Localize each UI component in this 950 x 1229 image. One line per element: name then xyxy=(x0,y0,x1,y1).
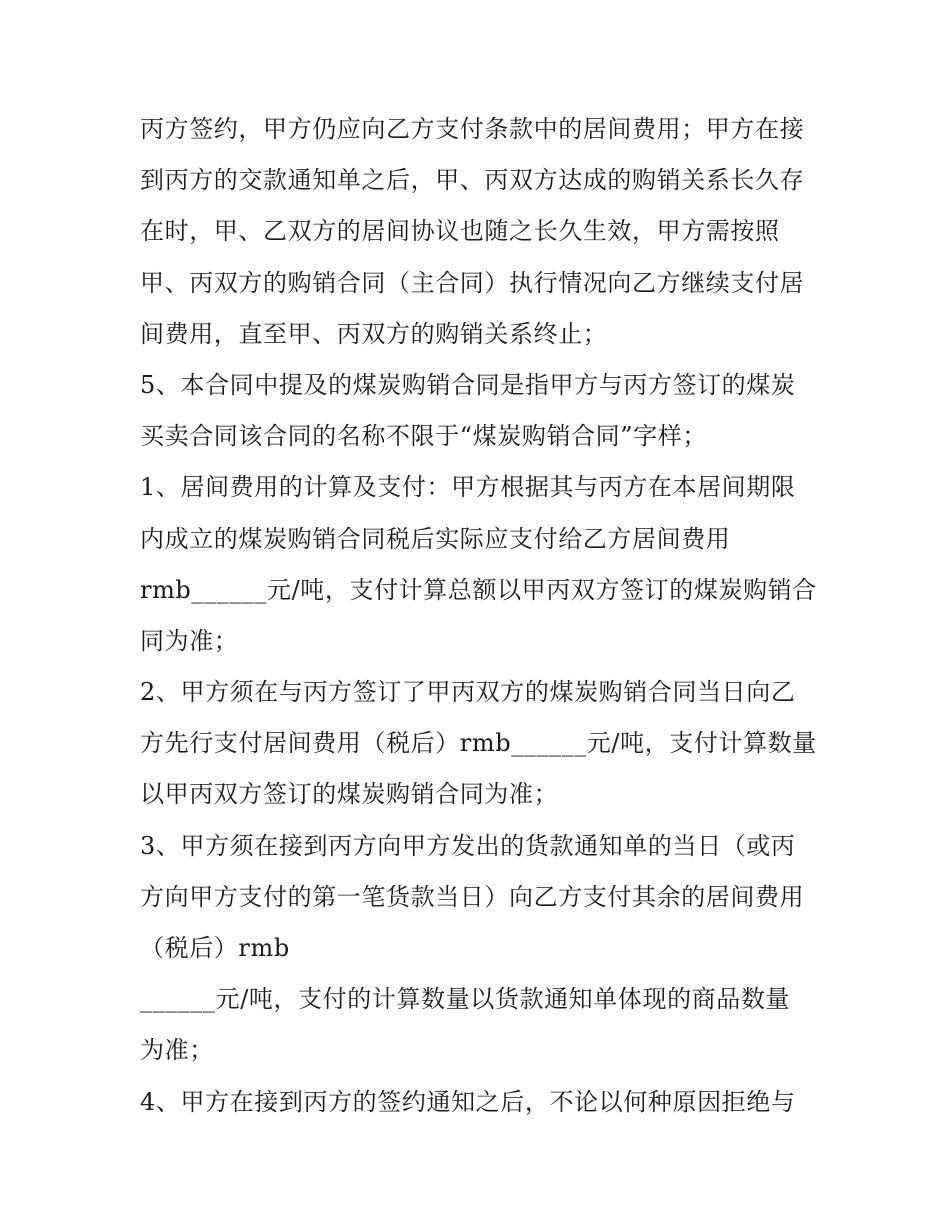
text-line: 买卖合同该合同的名称不限于“煤炭购销合同”字样； xyxy=(140,422,707,451)
text-line: 为准； xyxy=(140,1036,214,1065)
text-line: rmb______元/吨，支付计算总额以甲丙双方签订的煤炭购销合 xyxy=(140,575,817,604)
text-line: （税后）rmb xyxy=(140,934,290,962)
text-line: 间费用，直至甲、丙双方的购销关系终止； xyxy=(140,319,608,348)
text-line: 到丙方的交款通知单之后，甲、丙双方达成的购销关系长久存 xyxy=(140,166,805,195)
text-line: 2、甲方须在与丙方签订了甲丙双方的煤炭购销合同当日向乙 xyxy=(140,678,796,707)
text-line: 甲、丙双方的购销合同（主合同）执行情况向乙方继续支付居 xyxy=(140,268,805,297)
text-line: 丙方签约，甲方仍应向乙方支付条款中的居间费用；甲方在接 xyxy=(140,115,805,143)
text-line: ______元/吨，支付的计算数量以货款通知单体现的商品数量 xyxy=(140,985,791,1014)
text-line: 方向甲方支付的第一笔货款当日）向乙方支付其余的居间费用 xyxy=(140,882,805,911)
text-line: 方先行支付居间费用（税后）rmb______元/吨，支付计算数量 xyxy=(140,729,817,758)
text-line: 同为准； xyxy=(140,626,239,655)
text-line: 3、甲方须在接到丙方向甲方发出的货款通知单的当日（或丙 xyxy=(140,831,796,860)
document-body xyxy=(140,104,820,1128)
text-line: 4、甲方在接到丙方的签约通知之后，不论以何种原因拒绝与 xyxy=(140,1087,796,1116)
text-line: 在时，甲、乙双方的居间协议也随之长久生效，甲方需按照 xyxy=(140,217,780,246)
text-line: 5、本合同中提及的煤炭购销合同是指甲方与丙方签订的煤炭 xyxy=(140,370,796,399)
text-line: 内成立的煤炭购销合同税后实际应支付给乙方居间费用 xyxy=(140,524,731,553)
text-line: 1、居间费用的计算及支付：甲方根据其与丙方在本居间期限 xyxy=(140,473,796,502)
text-line: 以甲丙双方签订的煤炭购销合同为准； xyxy=(140,780,559,809)
